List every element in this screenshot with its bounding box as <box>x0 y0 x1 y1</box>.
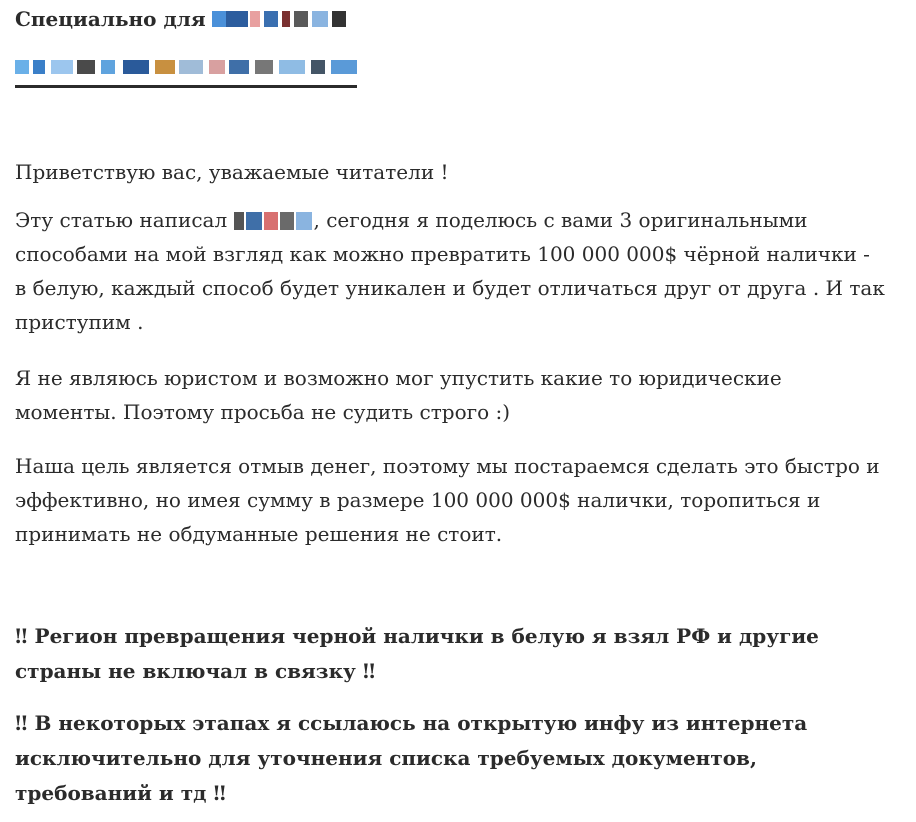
intro-text-before: Эту статью написал <box>15 208 228 232</box>
dedication-label: Специально для <box>15 7 206 31</box>
redacted-name <box>212 11 357 27</box>
intro-text-after: , сегодня я поделюсь с вами 3 оригинальными способами на мой взгляд как можно превратить 100 000 000$ чёрной налички - в белую, каждый способ будет уникален и будет отличаться друг от друга . И так приступим . <box>15 208 885 334</box>
disclaimer-paragraph: Я не являюсь юристом и возможно мог упустить какие то юридические моменты. Поэтому просьба не судить строго :) <box>15 366 782 424</box>
dedication-line <box>15 6 357 32</box>
goal-paragraph: Наша цель является отмыв денег, поэтому мы постараемся сделать это быстро и эффективно, но имея сумму в размере 100 000 000$ налички, торопиться и принимать не обдуманные решения не стоит. <box>15 454 880 546</box>
link-underline <box>15 85 357 88</box>
sources-warning: ‼ В некоторых этапах я ссылаюсь на открытую инфу из интернета исключительно для уточнения списка требуемых документов, требований и тд ‼ <box>15 711 808 805</box>
greeting: Приветствую вас, уважаемые читатели ! <box>15 160 449 184</box>
redacted-author <box>234 212 312 230</box>
redacted-link[interactable] <box>15 60 357 74</box>
region-warning: ‼ Регион превращения черной налички в белую я взял РФ и другие страны не включал в связку ‼ <box>15 624 819 683</box>
intro-paragraph <box>15 203 885 339</box>
